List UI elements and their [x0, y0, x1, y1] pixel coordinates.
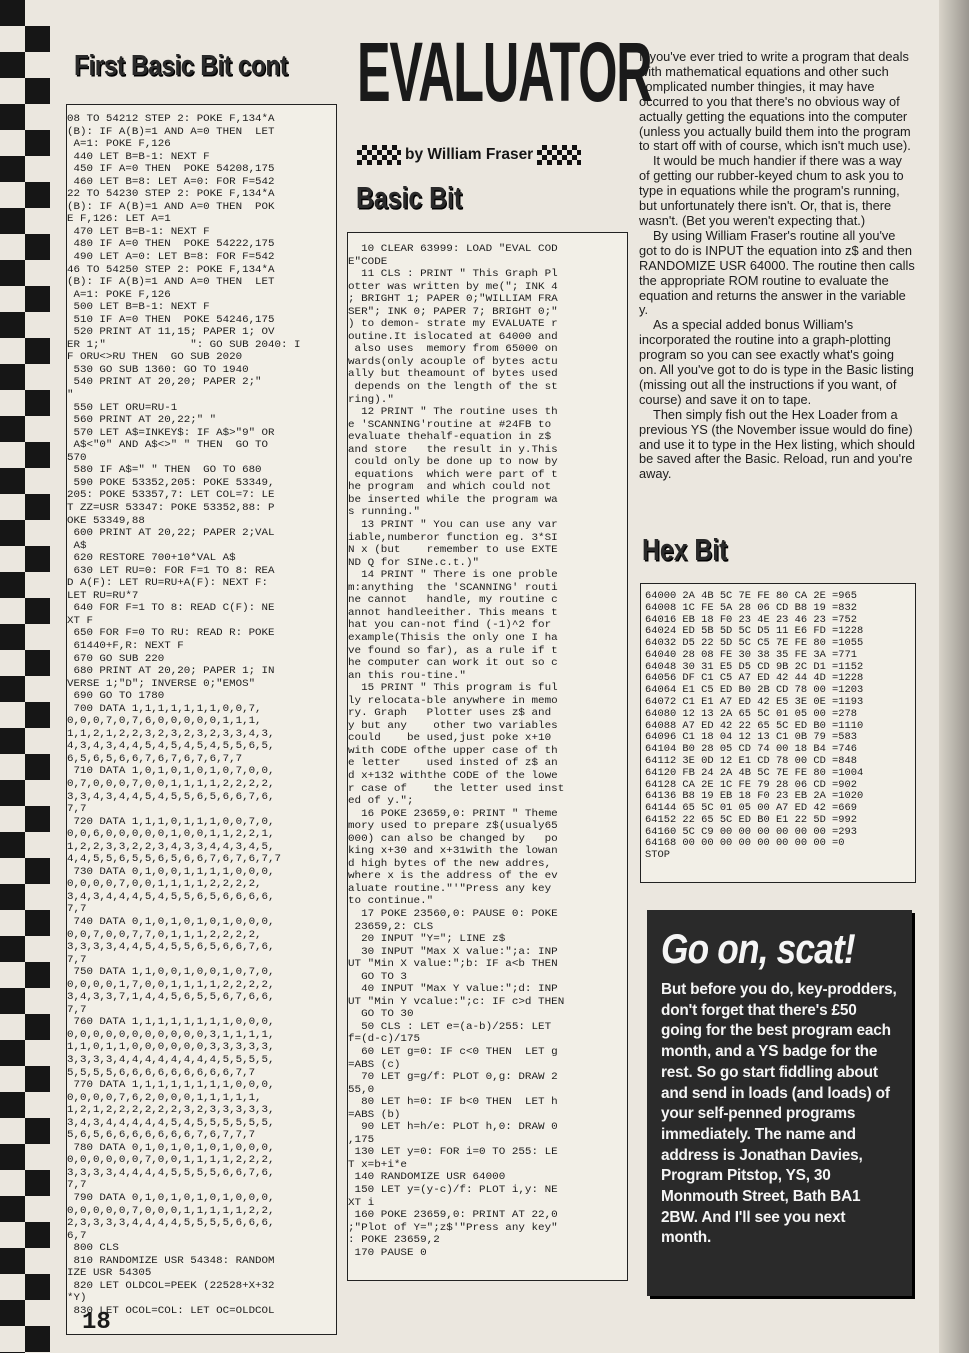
hex-listing-box — [640, 583, 916, 883]
intro-text — [639, 50, 915, 482]
first-basic-listing-box — [66, 104, 337, 1335]
promo-heading: Go on, scat! — [661, 925, 855, 972]
promo-box — [647, 910, 912, 1296]
article-title: EVALUATOR — [357, 25, 652, 119]
page-number: 18 — [82, 1309, 111, 1336]
hex-listing: 64000 2A 4B 5C 7E FE 80 CA 2E =965 64008 1C FE 5A 28 06 CD B8 19 =832 64016 EB 18 F0 23 4E 23 46 23 =752 64024 ED 5B 5D 5C D5 11 E6 FD =1228 64032 D5 22 5D 5C C5 7E FE 80 =1055 64040 28 08 FE 30 38 35 FE 3A =771 64048 30 31 E5 D5 CD 9B 2C D1 =1152 64056 DF C1 C5 A7 ED 42 44 4D =1228 64064 E1 C5 ED B0 2B CD 78 00 =1203 64072 C1 E1 A7 ED 42 E5 3E 0E =1193 64080 12 13 2A 65 5C 01 05 00 =278 64088 A7 ED 42 22 65 5C ED B0 =1110 64096 C1 18 04 12 13 C1 0B 79 =583 64104 B0 28 05 CD 74 00 18 B4 =746 64112 3E 0D 12 E1 CD 78 00 CD =848 64120 FB 24 2A 4B 5C 7E FE 80 =1004 64128 CA 2E 1C FE 79 28 06 CD =902 64136 B8 19 EB 18 F0 23 EB 2A =1020 64144 65 5C 01 05 00 A7 ED 42 =669 64152 22 65 5C ED B0 E1 22 5D =992 64160 5C C9 00 00 00 00 00 00 =293 64168 00 00 00 00 00 00 00 00 =0 STOP — [645, 590, 864, 862]
basic-bit-heading: Basic Bit — [356, 180, 463, 215]
first-basic-listing: 08 TO 54212 STEP 2: POKE F,134*A (B): IF A(B)=1 AND A=0 THEN LET A=1: POKE F,126 440 LET B=B-1: NEXT F 450 IF A=0 THEN POKE 54208,175 460 LET B=8: LET A=0: FOR F=542 22 TO 54230 STEP 2: POKE F,134*A (B): IF A(B)=1 AND A=0 THEN POK E F,126: LET A=1 470 LET B=B-1: NEXT F 480 IF A=0 THEN POKE 54222,175 490 LET A=0: LET B=8: FOR F=542 46 TO 54250 STEP 2: POKE F,134*A (B): IF A(B)=1 AND A=0 THEN LET A=1: POKE F,126 500 LET B=B-1: NEXT F 510 IF A=0 THEN POKE 54246,175 520 PRINT AT 11,15; PAPER 1; OV ER 1;" ": GO SUB 2040: I F ORU<>RU THEN GO SUB 2020 530 GO SUB 1360: GO TO 1940 540 PRINT AT 20,20; PAPER 2;" " 550 LET ORU=RU-1 560 PRINT AT 20,22;" " 570 LET A$=INKEY$: IF A$>"9" OR A$<"0" AND A$<>" " THEN GO TO 570 580 IF A$=" " THEN GO TO 680 590 POKE 53352,205: POKE 53349, 205: POKE 53357,7: LET COL=7: LE T ZZ=USR 53347: POKE 53352,88: P OKE 53349,88 600 PRINT AT 20,22; PAPER 2;VAL A$ 620 RESTORE 700+10*VAL A$ 630 LET RU=0: FOR F=1 TO 8: REA D A(F): LET RU=RU+A(F): NEXT F: LET RU=RU*7 640 FOR F=1 TO 8: READ C(F): NE XT F 650 FOR F=0 TO RU: READ R: POKE 61440+F,R: NEXT F 670 GO SUB 220 680 PRINT AT 20,20; PAPER 1; IN VERSE 1;"D"; INVERSE 0;"EMOS" 690 GO TO 1780 700 DATA 1,1,1,1,1,1,1,0,0,7, 0,0,0,7,0,7,6,0,0,0,0,0,1,1,1, 1,1,2,1,2,2,3,2,3,2,3,2,3,3,4,3, 4,3,4,3,4,4,5,4,5,4,5,4,5,5,6,5, 6,5,6,5,6,6,7,6,7,6,7,6,7,7 710 DATA 1,0,1,0,1,0,1,0,7,0,0, 0,7,0,0,0,7,0,0,1,1,1,1,2,2,2,2, 3,3,4,3,4,4,5,4,5,5,6,5,6,6,7,6, 7,7 720 DATA 1,1,1,0,1,1,1,0,0,7,0, 0,0,6,0,0,0,0,0,1,0,0,1,1,2,2,1, 1,2,2,3,3,2,2,3,4,3,3,4,4,3,4,5, 4,4,5,5,6,5,5,6,5,6,6,7,6,7,6,7,7 730 DATA 0,1,0,0,1,1,1,1,0,0,0, 0,0,0,0,7,0,0,1,1,1,1,2,2,2,2, 3,4,3,4,4,4,5,4,5,5,6,5,6,6,6,6, 7,7 740 DATA 0,1,0,1,0,1,0,1,0,0,0, 0,0,7,0,0,7,7,0,1,1,1,2,2,2,2, 3,3,3,3,4,4,5,4,5,5,6,5,6,6,7,6, 7,7 750 DATA 1,1,0,0,1,0,0,1,0,7,0, 0,0,0,0,1,7,0,0,1,1,1,1,2,2,2,2, 3,4,3,3,7,1,4,4,5,6,5,5,6,7,6,6, 7,7 760 DATA 1,1,1,1,1,1,1,1,0,0,0, 0,0,0,0,0,0,0,0,0,0,0,3,1,1,1,1, 1,1,0,1,1,0,0,0,0,0,0,3,3,3,3,3, 3,3,3,3,4,4,4,4,4,4,4,4,5,5,5,5, 5,5,5,5,6,6,6,6,6,6,6,6,6,7,7 770 DATA 1,1,1,1,1,1,1,1,0,0,0, 0,0,0,0,7,6,2,0,0,0,1,1,1,1,1, 1,2,1,2,2,2,2,2,2,3,2,3,3,3,3,3, 3,4,3,4,4,4,4,4,5,4,5,5,5,5,5,5, 5,6,5,6,6,6,6,6,6,6,7,6,7,7,7 780 DATA 0,1,0,1,0,1,0,1,0,0,0, 0,0,0,0,0,0,7,0,0,1,1,1,1,2,2,2, 3,3,3,3,4,4,4,4,5,5,5,5,6,6,7,6, 7,7 790 DATA 0,1,0,1,0,1,0,1,0,0,0, 0,0,0,0,0,7,0,0,0,1,1,1,1,1,2,2, 2,3,3,3,3,4,4,4,4,5,5,5,5,6,6,6, 6,7 800 CLS 810 RANDOMIZE USR 54348: RANDOM IZE USR 54305 820 LET OLDCOL=PEEK (22528+X+32 *Y) 830 LET OCOL=COL: LET OC=OLDCOL — [67, 113, 301, 1317]
intro-paragraph: By using William Fraser's routine all you've got to do is INPUT the equation into z$ and then RANDOMIZE USR 64000. The routine then calls the appropriate ROM routine to evaluate the equation and returns the answer in the variable y. — [639, 227, 915, 318]
intro-paragraph: Then simply fish out the Hex Loader from a previous YS (the November issue would do fine) and use it to type in the Hex listing, which should be saved after the Basic. Reload, run and you're away. — [639, 406, 916, 482]
intro-paragraph: If you've ever tried to write a program that deals with mathematical equations and other such complicated number thingies, it may have occurred to you that there's no obvious way of actually getting the equations into the computer (unless you actually build them into the program to start off with of course, which isn't much use). — [639, 49, 911, 154]
promo-text: But before you do, key-prodders, don't forget that there's £50 going for the best program each month, and a YS badge for the rest. So go start fiddling about and send in loads (and loads) of your self-penned programs immediately. The name and address is Jonathan Davies, Program Pitstop, YS, 30 Monmouth Street, Bath BA1 2BW. And I'll see you next month. — [661, 981, 897, 1247]
basic-listing-box — [347, 232, 628, 1281]
intro-paragraph: It would be much handier if there was a way of getting our rubber-keyed chum to ask you to type in equations while the program's running, but unfortunately there isn't. Or, that is, there wasn't. (Bet you weren't expecting that.) — [639, 153, 904, 228]
hex-bit-heading: Hex Bit — [642, 532, 728, 567]
checker-decoration-right — [537, 145, 581, 165]
checker-decoration-left — [357, 145, 401, 165]
page-edge-shadow — [939, 0, 969, 1353]
checkered-border — [0, 0, 50, 1353]
byline-text: by William Fraser — [405, 146, 534, 163]
basic-listing: 10 CLEAR 63999: LOAD "EVAL COD E"CODE 11 CLS : PRINT " This Graph Pl otter was written by me("; INK 4 ; BRIGHT 1; PAPER 0;"WILLIAM FRA SER"; INK 0; PAPER 7; BRIGHT 0;" ) to demon- strate my EVALUATE r outine.It islocated at 64000 and also uses memory from 65000 on wards(only acouple of bytes actu ally but theamount of bytes used depends on the length of the st ring)." 12 PRINT " The routine uses th e 'SCANNING'routine at #24FB to evaluate thehalf-equation in z$ and store the result in y.This could only be done up to now by equations which were part of t he program and which could not be inserted while the program wa s running." 13 PRINT " You can use any var iable,numberor function eg. 3*SI N x (but remember to use EXTE ND Q for SINe.c.t.)" 14 PRINT " There is one proble m:anything the 'SCANNING' routi ne cannot handle, my routine c annot handleeither. This means t hat you can-not find (-1)^2 for example(Thisis the only one I ha ve found so far), as a rule if t he computer can work it out so c an this rou-tine." 15 PRINT " This program is ful ly relocata-ble anywhere in memo ry. Graph Plotter uses z$ and y but any other two variables could be used,just poke x+10 with CODE ofthe upper case of th e letter used insted of z$ an d x+132 withthe CODE of the lowe r case of the letter used inst ed of y."; 16 POKE 23659,0: PRINT " Theme mory used to prepare z$(usualy65 000) can also be changed by po king x+30 and x+31with the lowan d high bytes of the new addres, where x is the address of the ev aluate routine."'"Press any key to continue." 17 POKE 23560,0: PAUSE 0: POKE 23659,2: CLS 20 INPUT "Y="; LINE z$ 30 INPUT "Max X value:";a: INP UT "Min X value:";b: IF a<b THEN GO TO 3 40 INPUT "Max Y value:";d: INP UT "Min Y vcalue:";c: IF c>d THEN GO TO 30 50 CLS : LET e=(a-b)/255: LET f=(d-c)/175 60 LET g=0: IF c<0 THEN LET g =ABS (c) 70 LET g=g/f: PLOT 0,g: DRAW 2 55,0 80 LET h=0: IF b<0 THEN LET h =ABS (b) 90 LET h=h/e: PLOT h,0: DRAW 0 ,175 130 LET y=0: FOR i=0 TO 255: LE T x=b+i*e 140 RANDOMIZE USR 64000 150 LET y=(y-c)/f: PLOT i,y: NE XT i 160 POKE 23659,0: PRINT AT 22,0 ;"Plot of Y=";z$'"Press any key" : POKE 23659,2 170 PAUSE 0 — [348, 243, 565, 1259]
intro-paragraph: As a special added bonus William's incorporated the routine into a graph-plotting program so you can see exactly what's going on. All you've got to do is type in the Basic listing (missing out all the instructions if you want, of course) and save it on to tape. — [639, 317, 914, 407]
first-basic-bit-cont-heading: First Basic Bit cont — [74, 50, 288, 82]
byline — [357, 142, 625, 168]
